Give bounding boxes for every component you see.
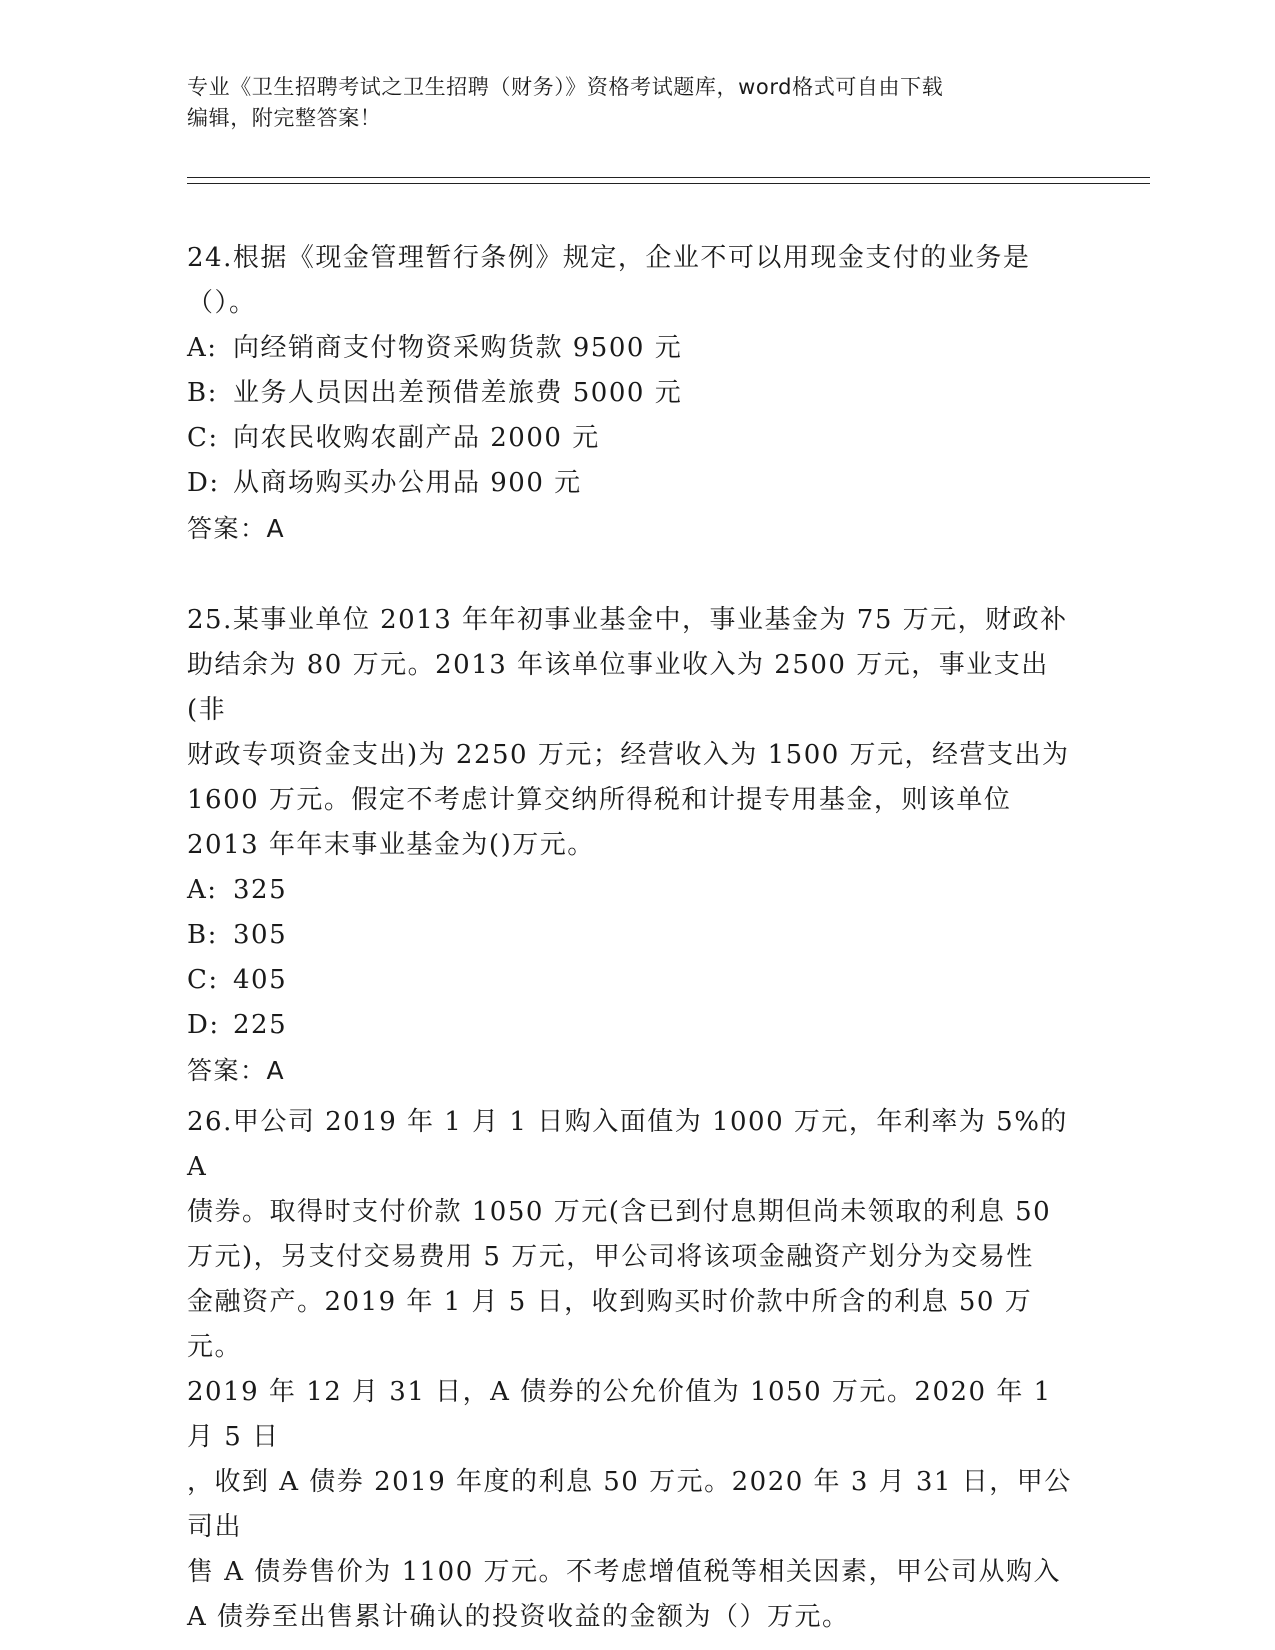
question-line: 万元)，另支付交易费用 5 万元，甲公司将该项金融资产划分为交易性 [187, 1242, 1034, 1272]
question-26 [187, 1100, 1087, 1640]
header-line-1: 专业《卫生招聘考试之卫生招聘（财务）》资格考试题库，word格式可自由下载 [187, 75, 944, 99]
option-c [187, 416, 1087, 461]
option-text: 405 [233, 965, 288, 995]
question-line: 债券。取得时支付价款 1050 万元(含已到付息期但尚未领取的利息 50 [187, 1197, 1052, 1227]
option-c [187, 958, 1087, 1003]
option-d [187, 461, 1087, 506]
question-line: A 债券至出售累计确认的投资收益的金额为（）万元。 [187, 1602, 850, 1632]
question-line: ，收到 A 债券 2019 年度的利息 50 万元。2020 年 3 月 31 日，甲公司出 [187, 1467, 1072, 1542]
option-text: 225 [233, 1010, 288, 1040]
option-key: A: [187, 875, 218, 905]
question-line: 金融资产。2019 年 1 月 5 日，收到购买时价款中所含的利息 50 万元。 [187, 1287, 1033, 1362]
question-line: 25.某事业单位 2013 年年初事业基金中，事业基金为 75 万元，财政补 [187, 605, 1068, 635]
question-line: 2019 年 12 月 31 日，A 债券的公允价值为 1050 万元。2020 年 1 月 5 日 [187, 1377, 1052, 1452]
option-key: D: [187, 468, 220, 498]
header-divider-top [187, 177, 1150, 178]
header-divider-bottom [187, 183, 1150, 184]
option-key: C: [187, 423, 219, 453]
option-text: 向经销商支付物资采购货款 9500 元 [233, 333, 683, 363]
question-line: 2013 年年末事业基金为()万元。 [187, 830, 595, 860]
header-line-2: 编辑，附完整答案！ [187, 106, 382, 130]
option-b [187, 371, 1087, 416]
question-line: 售 A 债券售价为 1100 万元。不考虑增值税等相关因素，甲公司从购入 [187, 1557, 1062, 1587]
question-25 [187, 598, 1087, 1093]
option-key: A: [187, 333, 218, 363]
option-key: C: [187, 965, 219, 995]
answer-line: 答案：A [187, 1056, 286, 1085]
option-text: 业务人员因出差预借差旅费 5000 元 [233, 378, 683, 408]
question-line: 财政专项资金支出)为 2250 万元；经营收入为 1500 万元，经营支出为 [187, 740, 1070, 770]
option-key: D: [187, 1010, 220, 1040]
question-stem [187, 598, 1087, 868]
question-stem [187, 236, 1087, 326]
question-line: 助结余为 80 万元。2013 年该单位事业收入为 2500 万元，事业支出(非 [187, 650, 1049, 725]
option-text: 从商场购买办公用品 900 元 [233, 468, 582, 498]
option-d [187, 1003, 1087, 1048]
option-key: B: [187, 378, 218, 408]
option-a [187, 326, 1087, 371]
option-text: 325 [233, 875, 288, 905]
question-line: 1600 万元。假定不考虑计算交纳所得税和计提专用基金，则该单位 [187, 785, 1012, 815]
option-key: B: [187, 920, 218, 950]
option-a [187, 868, 1087, 913]
question-24 [187, 236, 1087, 551]
option-text: 305 [233, 920, 288, 950]
answer-line: 答案：A [187, 514, 286, 543]
question-line: 26.甲公司 2019 年 1 月 1 日购入面值为 1000 万元，年利率为 5%的 A [187, 1107, 1068, 1182]
question-line: （）。 [187, 288, 257, 318]
option-b [187, 913, 1087, 958]
option-text: 向农民收购农副产品 2000 元 [233, 423, 600, 453]
document-header [187, 72, 1067, 134]
question-line: 24.根据《现金管理暂行条例》规定，企业不可以用现金支付的业务是 [187, 243, 1031, 273]
question-stem [187, 1100, 1087, 1640]
